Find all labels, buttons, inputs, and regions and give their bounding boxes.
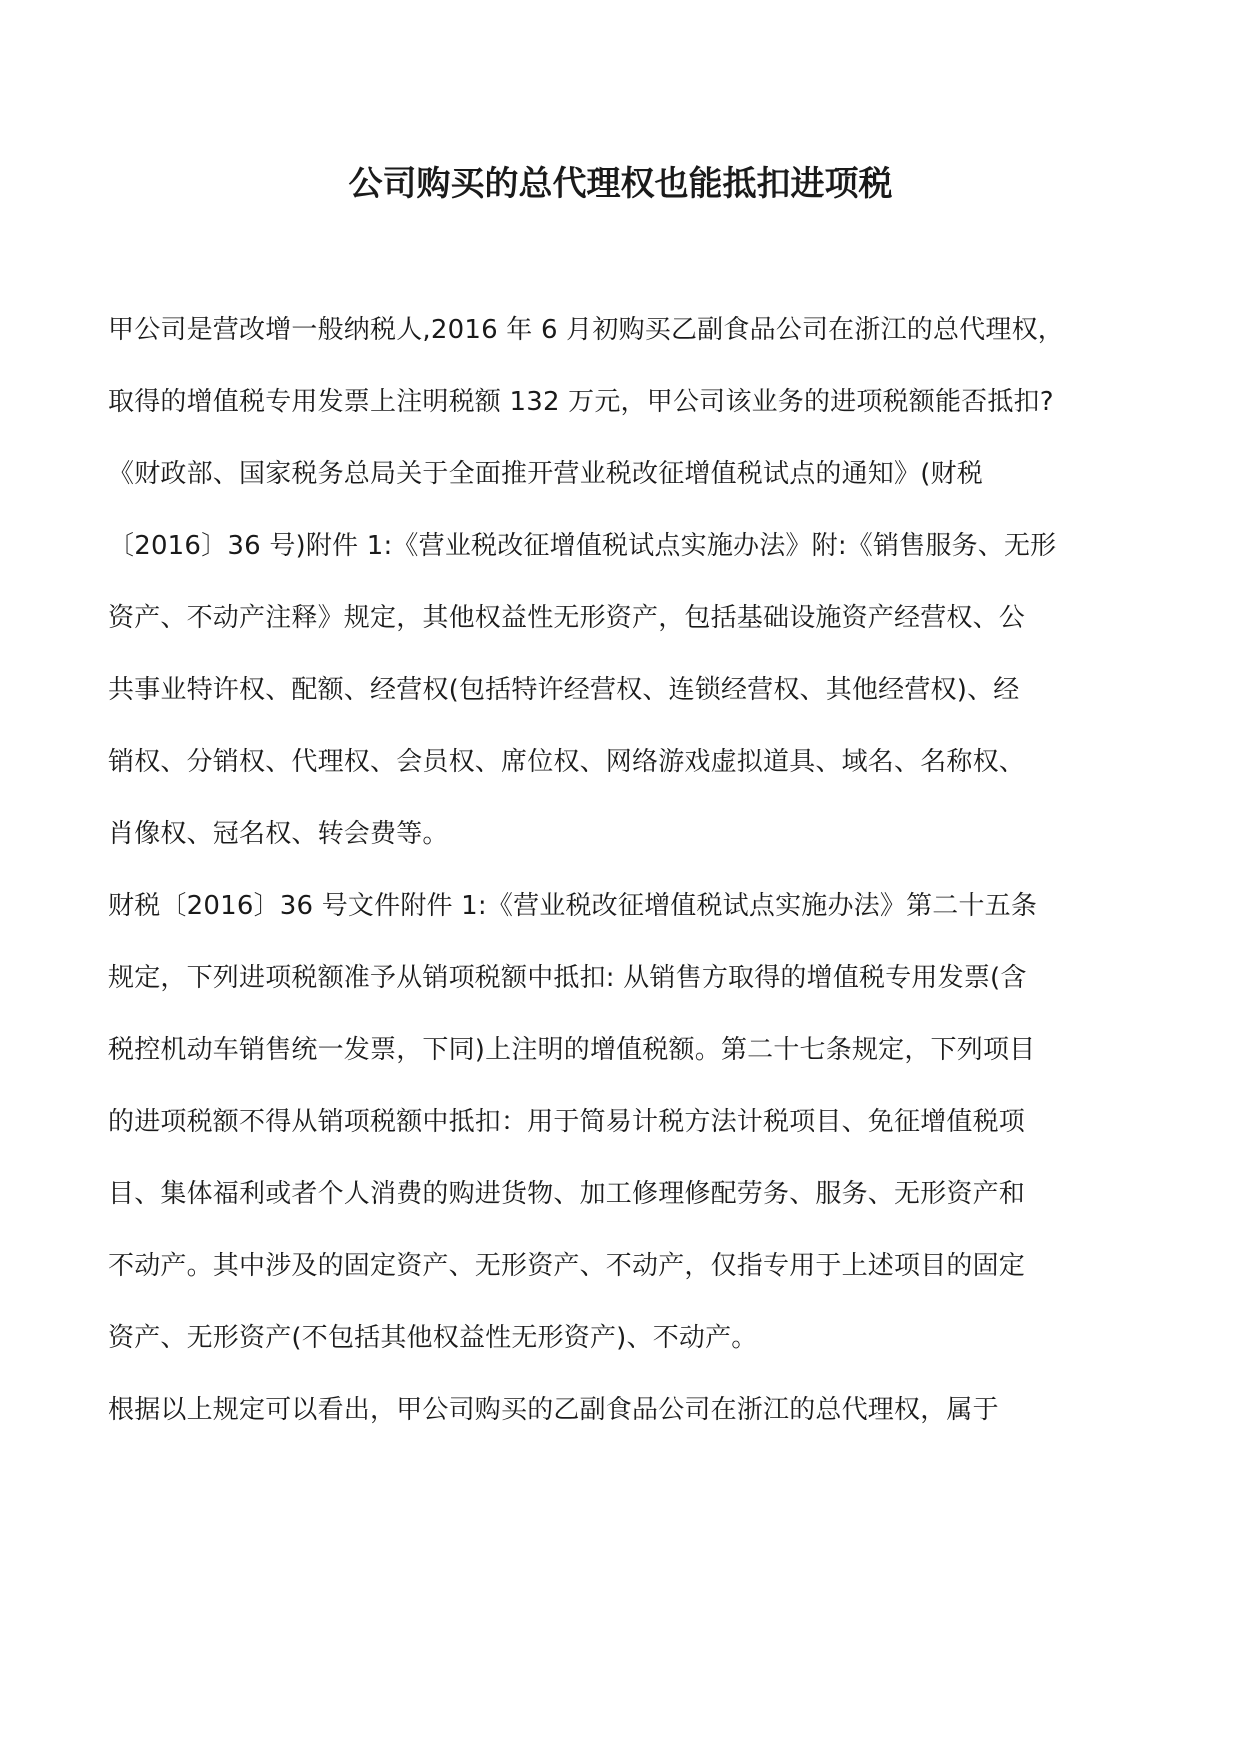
body-line: 销权、分销权、代理权、会员权、席位权、网络游戏虚拟道具、域名、名称权、 (108, 747, 1026, 777)
body-line: 肖像权、冠名权、转会费等。 (108, 819, 449, 849)
body-line: 甲公司是营改增一般纳税人,2016 年 6 月初购买乙副食品公司在浙江的总代理权， (108, 315, 1064, 345)
body-line: 规定，下列进项税额准予从销项税额中抵扣: 从销售方取得的增值税专用发票(含 (108, 963, 1027, 993)
body-line: 〔2016〕36 号)附件 1:《营业税改征增值税试点实施办法》附:《销售服务、无形 (108, 531, 1057, 561)
body-line: 《财政部、国家税务总局关于全面推开营业税改征增值税试点的通知》(财税 (108, 459, 983, 489)
body-line: 资产、不动产注释》规定，其他权益性无形资产，包括基础设施资产经营权、公 (108, 603, 1026, 633)
document-title: 公司购买的总代理权也能抵扣进项税 (348, 164, 893, 204)
body-line: 的进项税额不得从销项税额中抵扣：用于简易计税方法计税项目、免征增值税项 (108, 1107, 1026, 1137)
body-line: 财税〔2016〕36 号文件附件 1:《营业税改征增值税试点实施办法》第二十五条 (108, 891, 1038, 921)
body-line: 不动产。其中涉及的固定资产、无形资产、不动产，仅指专用于上述项目的固定 (108, 1251, 1026, 1281)
body-line: 资产、无形资产(不包括其他权益性无形资产)、不动产。 (108, 1323, 758, 1353)
body-line: 取得的增值税专用发票上注明税额 132 万元，甲公司该业务的进项税额能否抵扣? (108, 387, 1054, 417)
body-line: 共事业特许权、配额、经营权(包括特许经营权、连锁经营权、其他经营权)、经 (108, 675, 1020, 705)
body-line: 目、集体福利或者个人消费的购进货物、加工修理修配劳务、服务、无形资产和 (108, 1179, 1026, 1209)
body-line: 根据以上规定可以看出，甲公司购买的乙副食品公司在浙江的总代理权，属于 (108, 1395, 999, 1425)
body-line: 税控机动车销售统一发票，下同)上注明的增值税额。第二十七条规定，下列项目 (108, 1035, 1036, 1065)
